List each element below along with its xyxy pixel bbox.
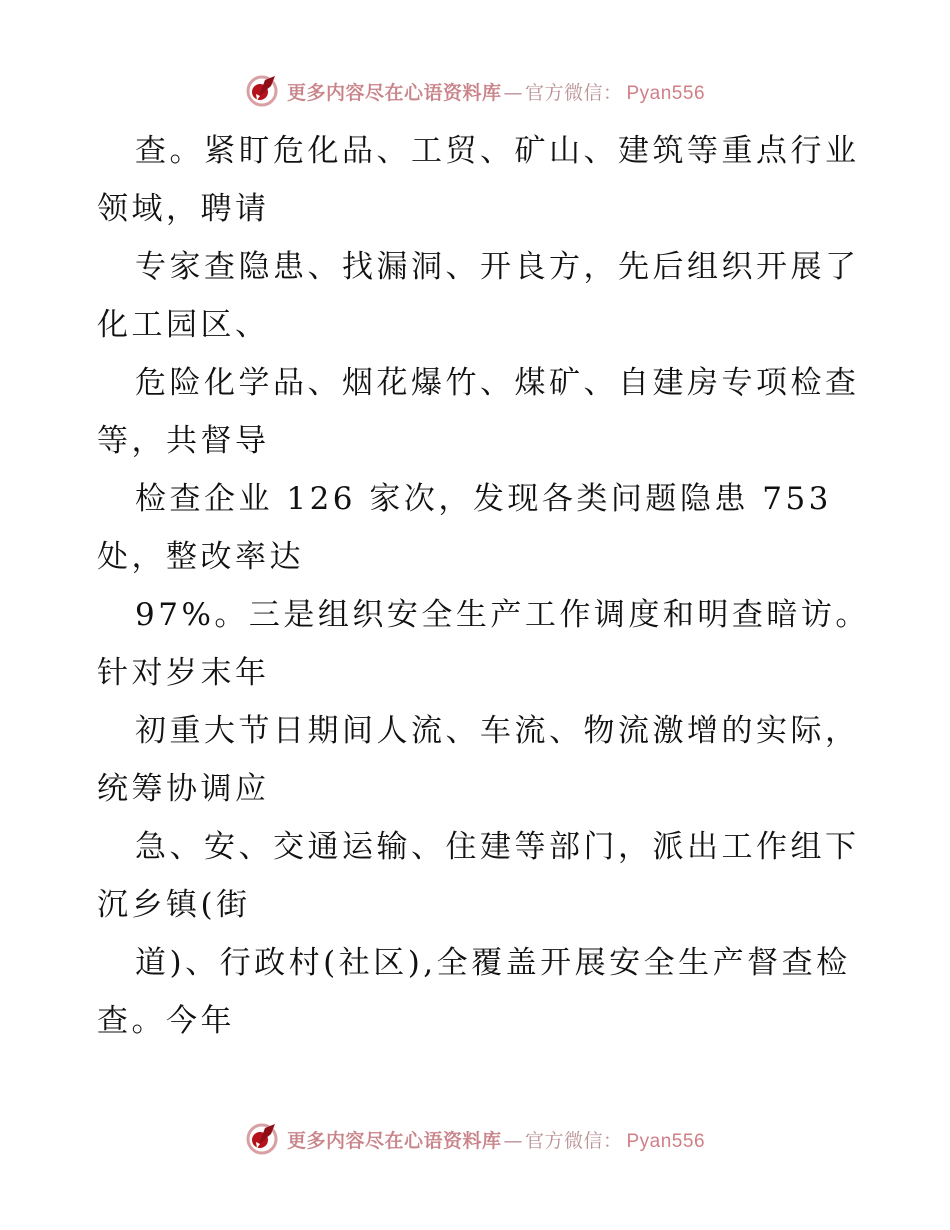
body-line-14: 沉乡镇(街: [97, 887, 251, 923]
body-line-3: 专家查隐患、找漏洞、开良方，先后组织开展了: [135, 249, 860, 285]
body-line-4: 化工园区、: [97, 307, 270, 343]
pen-logo-icon: [245, 74, 279, 108]
pen-logo-icon: [245, 1122, 279, 1156]
body-line-8: 处，整改率达: [97, 539, 304, 575]
body-line-6: 等，共督导: [97, 423, 270, 459]
body-line-1: 查。紧盯危化品、工贸、矿山、建筑等重点行业: [135, 133, 860, 169]
watermark-dash: —: [503, 1129, 523, 1152]
body-line-16: 查。今年: [97, 1003, 235, 1039]
watermark-slogan: 更多内容尽在心语资料库: [286, 1129, 502, 1152]
body-line-15: 道)、行政村(社区),全覆盖开展安全生产督查检: [135, 945, 851, 981]
watermark-dash: —: [503, 81, 523, 104]
body-line-2: 领域，聘请: [97, 191, 270, 227]
watermark-text: [287, 1126, 705, 1153]
watermark-label: 官方微信：: [524, 1129, 623, 1152]
watermark-slogan: 更多内容尽在心语资料库: [286, 81, 502, 104]
body-line-12: 统筹协调应: [97, 771, 270, 807]
body-line-11: 初重大节日期间人流、车流、物流激增的实际，: [135, 713, 860, 749]
watermark-wechat-id: Pyan556: [626, 82, 706, 104]
header-watermark: [0, 71, 950, 111]
body-line-9: 97%。三是组织安全生产工作调度和明查暗访。: [135, 597, 870, 633]
footer-watermark: [0, 1119, 950, 1159]
body-line-5: 危险化学品、烟花爆竹、煤矿、自建房专项检查: [135, 365, 860, 401]
watermark-label: 官方微信：: [524, 81, 623, 104]
body-line-10: 针对岁末年: [97, 655, 270, 691]
watermark-text: [287, 78, 705, 105]
watermark-wechat-id: Pyan556: [626, 1130, 706, 1152]
body-line-7: 检查企业 126 家次，发现各类问题隐患 753: [135, 481, 832, 517]
document-body: [97, 122, 870, 1050]
body-line-13: 急、安、交通运输、住建等部门，派出工作组下: [135, 829, 860, 865]
